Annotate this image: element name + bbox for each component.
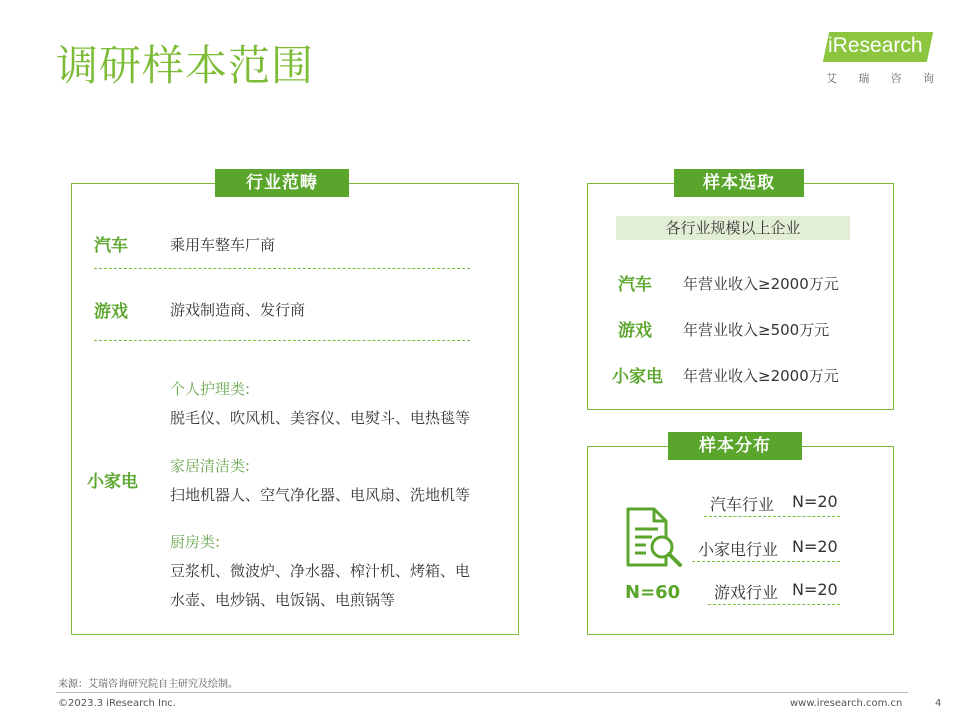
selection-game-label: 游戏 bbox=[618, 321, 652, 341]
industry-scope-panel bbox=[71, 173, 519, 635]
dist-game-n: N=20 bbox=[792, 580, 838, 599]
logo-cn-char: 询 bbox=[922, 72, 934, 85]
auto-label: 汽车 bbox=[94, 236, 128, 256]
personal-care-label: 个人护理类: bbox=[170, 380, 251, 398]
dist-auto-label: 汽车行业 bbox=[710, 495, 775, 514]
selection-appliance-label: 小家电 bbox=[612, 367, 663, 387]
sample-selection-panel bbox=[587, 173, 894, 410]
iresearch-logo bbox=[812, 30, 936, 86]
page-title: 调研样本范围 bbox=[56, 41, 315, 90]
auto-desc: 乘用车整车厂商 bbox=[170, 236, 276, 254]
criterion-banner: 各行业规模以上企业 bbox=[616, 216, 850, 240]
logo-cn-char: 瑞 bbox=[858, 72, 870, 85]
dist-separator bbox=[704, 516, 840, 517]
kitchen-items-line1: 豆浆机、微波炉、净水器、榨汁机、烤箱、电 bbox=[170, 562, 471, 580]
logo-cn-text bbox=[826, 70, 934, 86]
page-number: 4 bbox=[935, 698, 942, 709]
dist-auto-n: N=20 bbox=[792, 492, 838, 511]
home-cleaning-items: 扫地机器人、空气净化器、电风扇、洗地机等 bbox=[170, 486, 471, 504]
kitchen-items-line2: 水壶、电炒锅、电饭锅、电煎锅等 bbox=[170, 591, 396, 609]
dist-separator bbox=[692, 561, 840, 562]
game-desc: 游戏制造商、发行商 bbox=[170, 301, 306, 319]
industry-scope-tag: 行业范畴 bbox=[215, 169, 349, 197]
logo-cn-char: 咨 bbox=[890, 72, 902, 85]
home-cleaning-label: 家居清洁类: bbox=[170, 457, 251, 475]
logo-wordmark: iResearch bbox=[828, 34, 923, 57]
separator bbox=[94, 268, 470, 269]
selection-auto-value: 年营业收入≥2000万元 bbox=[683, 275, 839, 293]
source-note: 来源：艾瑞咨询研究院自主研究及绘制。 bbox=[58, 679, 238, 690]
document-magnifier-icon bbox=[622, 505, 690, 573]
selection-appliance-value: 年营业收入≥2000万元 bbox=[683, 367, 839, 385]
sample-distribution-panel bbox=[587, 436, 894, 635]
separator bbox=[94, 340, 470, 341]
dist-appliance-n: N=20 bbox=[792, 537, 838, 556]
total-sample-count: N=60 bbox=[625, 582, 681, 603]
game-label: 游戏 bbox=[94, 302, 128, 322]
website-url: www.iresearch.com.cn bbox=[790, 698, 903, 709]
kitchen-label: 厨房类: bbox=[170, 533, 221, 551]
selection-game-value: 年营业收入≥500万元 bbox=[683, 321, 830, 339]
sample-selection-tag: 样本选取 bbox=[674, 169, 804, 197]
selection-auto-label: 汽车 bbox=[618, 275, 652, 295]
logo-cn-char: 艾 bbox=[826, 72, 837, 85]
sample-distribution-tag: 样本分布 bbox=[668, 432, 802, 460]
footer-divider bbox=[56, 692, 908, 693]
appliance-label: 小家电 bbox=[87, 472, 138, 492]
dist-separator bbox=[708, 604, 840, 605]
dist-game-label: 游戏行业 bbox=[714, 583, 779, 602]
dist-appliance-label: 小家电行业 bbox=[698, 540, 779, 559]
personal-care-items: 脱毛仪、吹风机、美容仪、电熨斗、电热毯等 bbox=[170, 409, 471, 427]
copyright: ©2023.3 iResearch Inc. bbox=[58, 698, 176, 709]
